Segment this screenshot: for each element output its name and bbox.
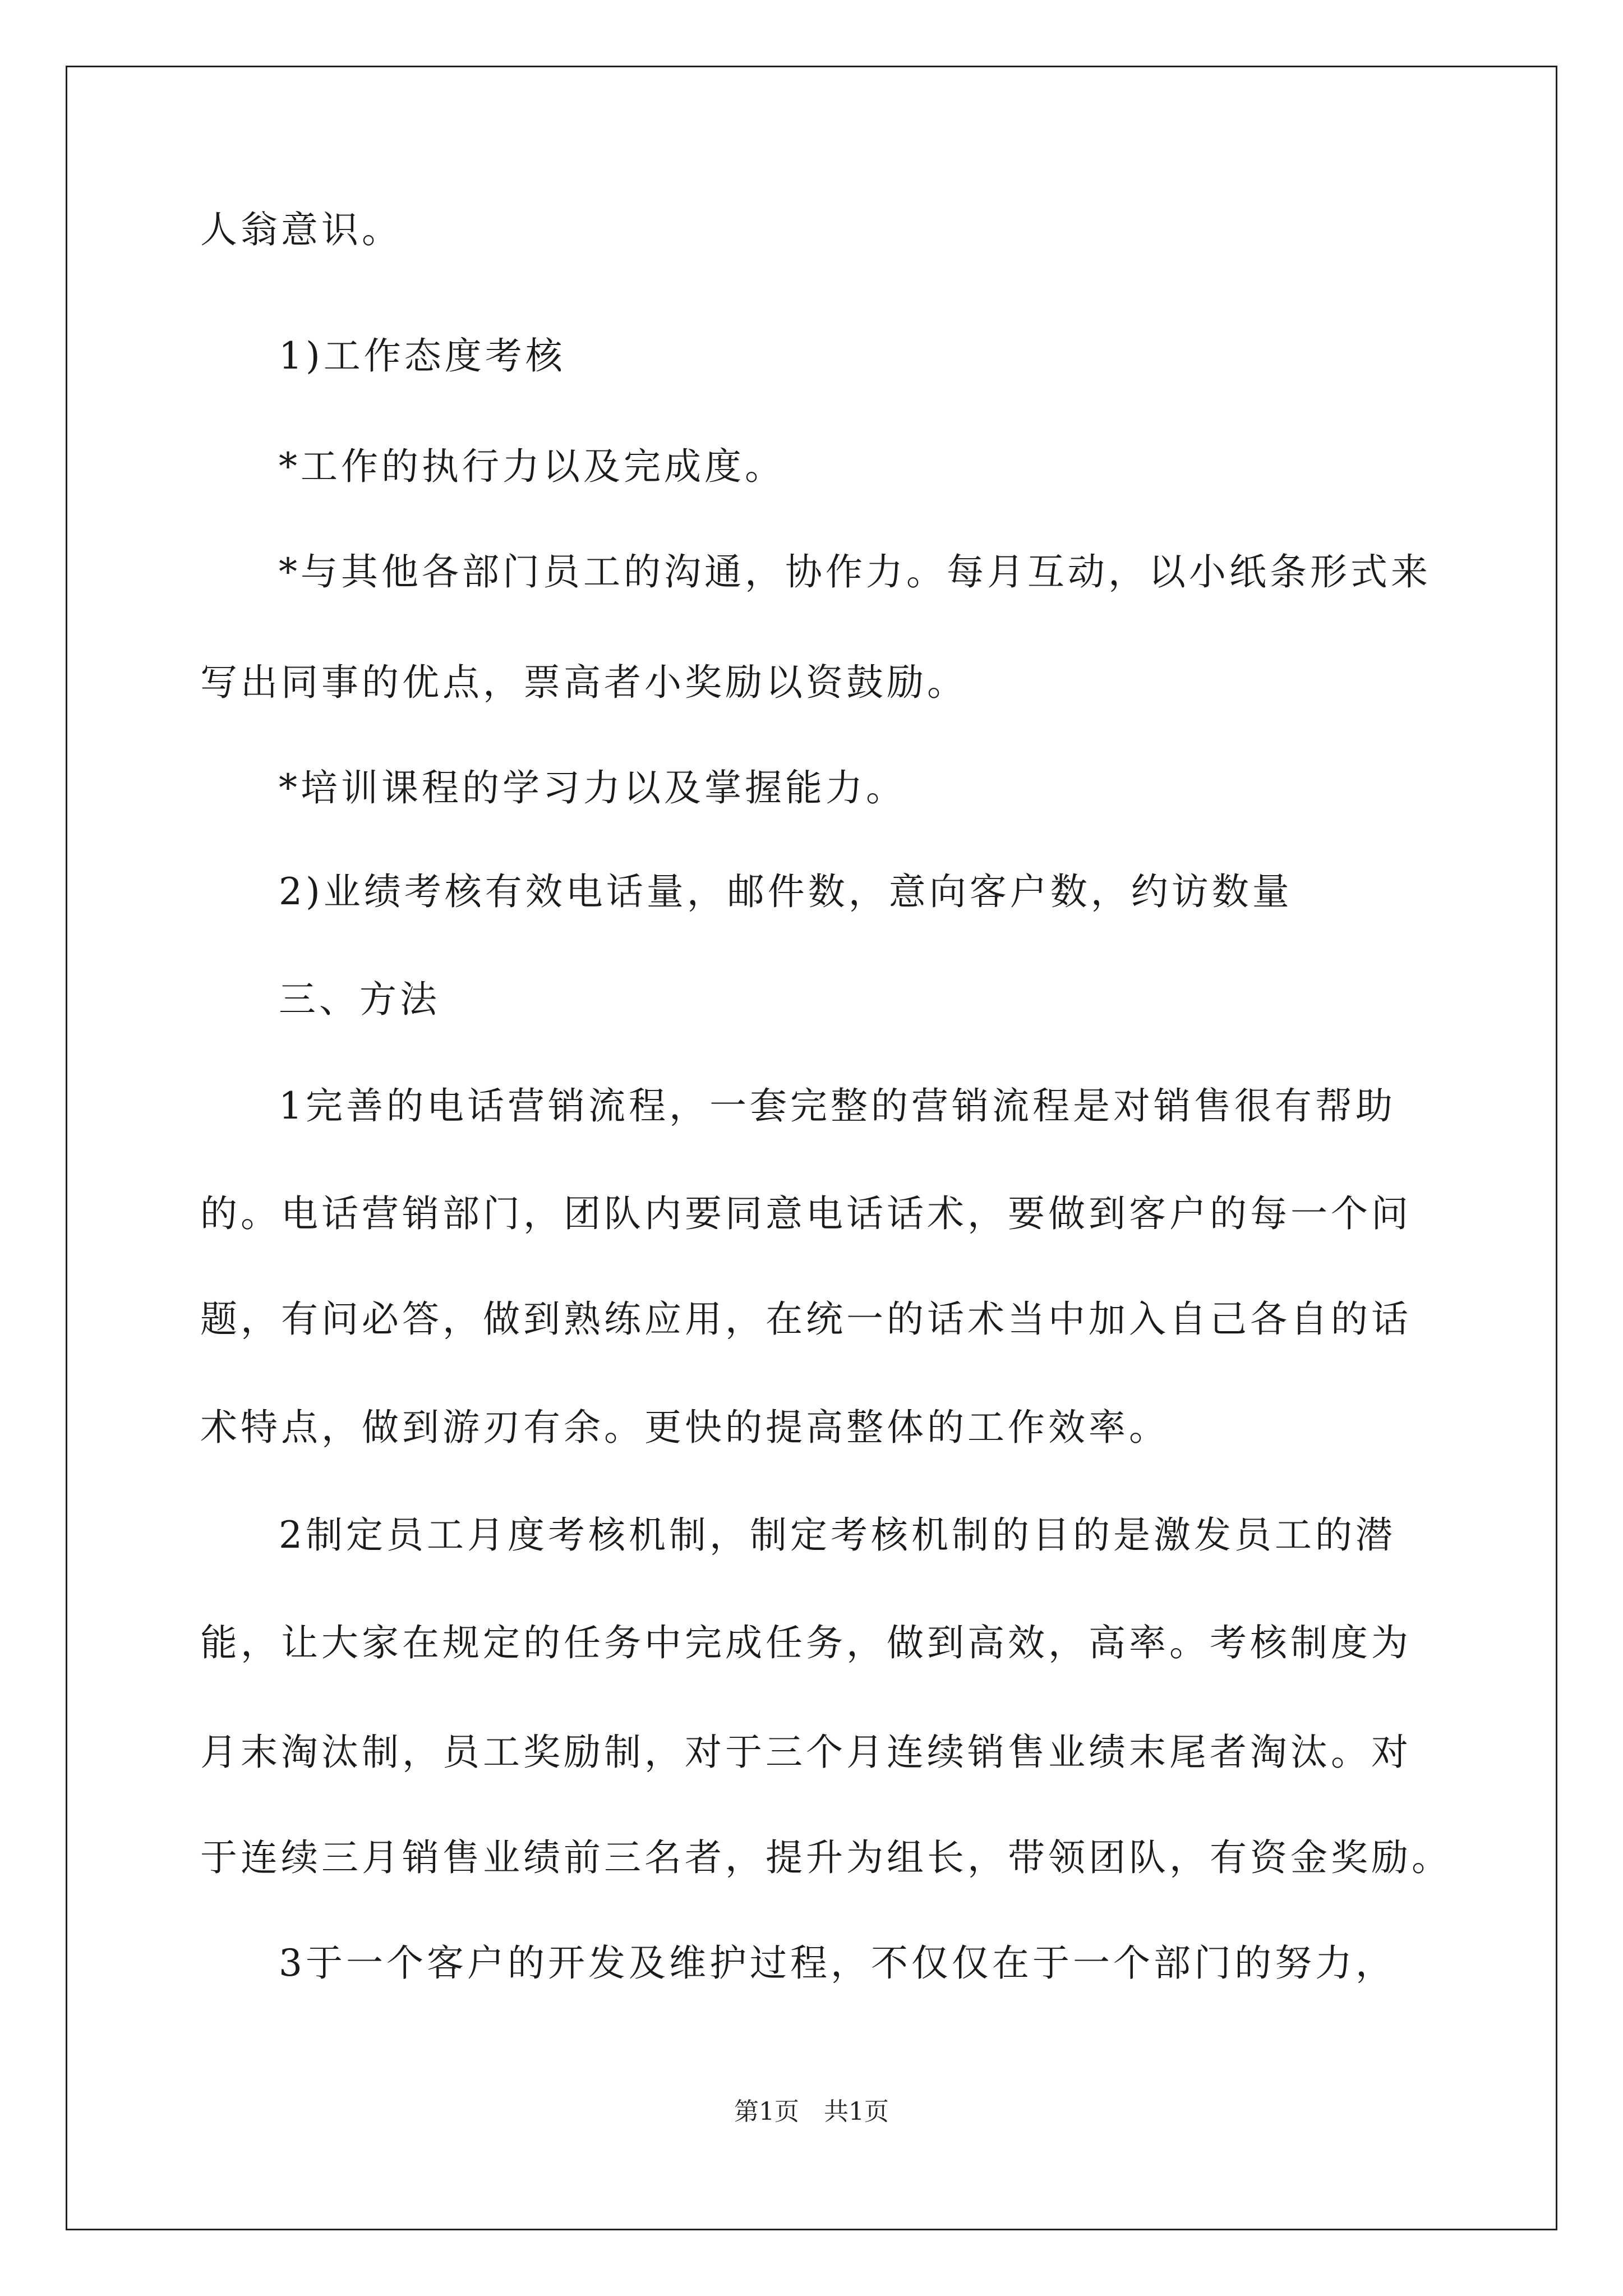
page-border bbox=[66, 66, 1557, 2230]
text-line: 的。电话营销部门，团队内要同意电话话术，要做到客户的每一个问 bbox=[200, 1192, 1412, 1235]
text-line: 1)工作态度考核 bbox=[279, 334, 566, 378]
text-line: 术特点，做到游刃有余。更快的提高整体的工作效率。 bbox=[200, 1406, 1169, 1449]
text-line: *与其他各部门员工的沟通，协作力。每月互动，以小纸条形式来 bbox=[279, 550, 1431, 593]
text-line: 题，有问必答，做到熟练应用，在统一的话术当中加入自己各自的话 bbox=[200, 1297, 1412, 1341]
text-line: 1完善的电话营销流程，一套完整的营销流程是对销售很有帮助 bbox=[279, 1084, 1396, 1128]
section-heading: 三、方法 bbox=[279, 978, 440, 1021]
text-line: 月末淘汰制，员工奖励制，对于三个月连续销售业绩末尾者淘汰。对 bbox=[200, 1731, 1412, 1774]
text-line: 人翁意识。 bbox=[200, 208, 402, 251]
text-line: 2制定员工月度考核机制，制定考核机制的目的是激发员工的潜 bbox=[279, 1513, 1396, 1557]
text-line: 写出同事的优点，票高者小奖励以资鼓励。 bbox=[200, 661, 967, 704]
page-number: 第1页 共1页 bbox=[734, 2097, 889, 2126]
text-line: 能，让大家在规定的任务中完成任务，做到高效，高率。考核制度为 bbox=[200, 1621, 1412, 1664]
text-line: *工作的执行力以及完成度。 bbox=[279, 445, 785, 488]
text-line: 3于一个客户的开发及维护过程，不仅仅在于一个部门的努力， bbox=[279, 1941, 1396, 1985]
text-line: 2)业绩考核有效电话量，邮件数，意向客户数，约访数量 bbox=[279, 870, 1293, 913]
text-line: 于连续三月销售业绩前三名者，提升为组长，带领团队，有资金奖励。 bbox=[200, 1836, 1452, 1879]
text-line: *培训课程的学习力以及掌握能力。 bbox=[279, 766, 906, 809]
